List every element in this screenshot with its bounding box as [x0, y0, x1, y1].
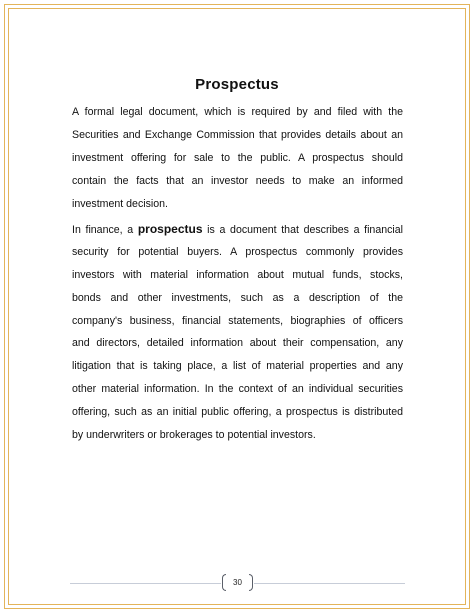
footer-rule-right — [254, 583, 405, 584]
lead-text-after: is a document that describes a financial — [202, 224, 403, 236]
text-line: offering, such as an initial public offering, a prospectus is distributed — [72, 406, 403, 419]
text-line: investment decision. — [72, 197, 168, 210]
text-line: by underwriters or brokerages to potential investors. — [72, 429, 316, 442]
text-line: A formal legal document, which is required by and filed with the — [72, 106, 403, 118]
text-line: bonds and other investments, such as a description of the — [72, 291, 403, 304]
lead-text: In finance, a — [72, 224, 138, 236]
text-line: litigation that is taking place, a list of material properties and any — [72, 360, 403, 373]
page-number: 30 — [233, 578, 242, 587]
page-title: Prospectus — [195, 76, 279, 93]
text-line: other material information. In the context of an individual securities — [72, 383, 403, 396]
text-line: investment offering for sale to the public. A prospectus should — [72, 151, 403, 164]
text-line: contain the facts that an investor needs to make an informed — [72, 174, 403, 187]
keyword-prospectus: prospectus — [137, 222, 203, 236]
paragraph-definition — [72, 101, 403, 215]
text-line: and directors, detailed information about their compensation, any — [72, 337, 403, 350]
text-line: Securities and Exchange Commission that provides details about an — [72, 128, 403, 141]
text-line: security for potential buyers. A prospectus commonly provides — [72, 245, 403, 258]
text-line: investors with material information about mutual funds, stocks, — [72, 268, 403, 281]
text-line: company's business, financial statements, biographies of officers — [72, 314, 403, 327]
paragraph-finance — [72, 218, 403, 447]
footer-rule-left — [70, 583, 221, 584]
text-line-lead — [72, 218, 403, 241]
